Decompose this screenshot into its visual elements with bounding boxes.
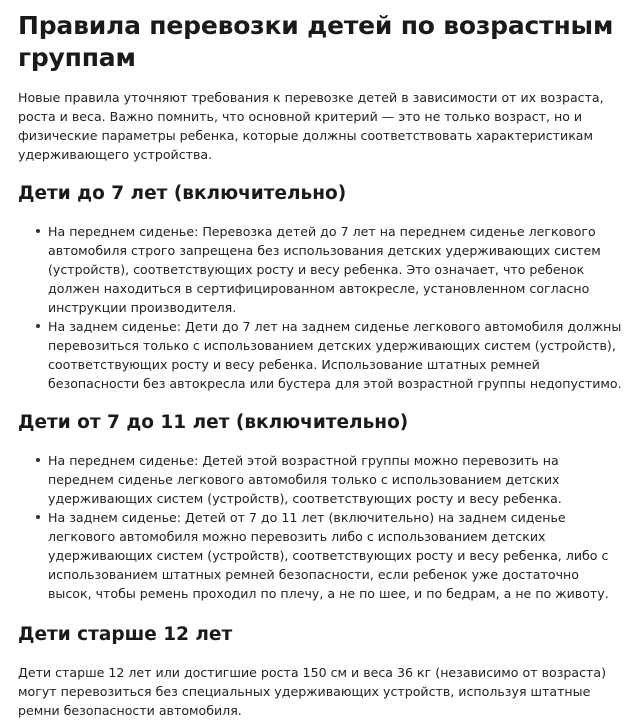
list-item-rear-seat: На заднем сиденье: Детей от 7 до 11 лет (включительно) на заднем сиденье легкового автомобиля можно перевозить либо с использованием детских удерживающих систем (устройств), соответствующих росту и весу ребенка, либо с использованием штатных ремней безопасности, если ребенок уже достаточно высок, чтобы ремень проходил по плечу, а не по шее, и по бедрам, а не по животу. xyxy=(48,508,624,603)
section-heading-under-7: Дети до 7 лет (включительно) xyxy=(18,183,347,204)
article-title: Правила перевозки детей по возрастным группам xyxy=(18,11,614,72)
section-list-under-7 xyxy=(18,222,624,393)
section-heading-7-to-11: Дети от 7 до 11 лет (включительно) xyxy=(18,412,409,433)
list-item-rear-seat: На заднем сиденье: Дети до 7 лет на заднем сиденье легкового автомобиля должны перевозиться только с использованием детских удерживающих систем (устройств), соответствующих росту и весу ребенка. Использование штатных ремней безопасности без автокресла или бустера для этой возрастной группы недопустимо. xyxy=(48,317,624,393)
list-item-front-seat: На переднем сиденье: Детей этой возрастной группы можно перевозить на переднем сиденье легкового автомобиля только с использованием детских удерживающих систем (устройств), соответствующих росту и весу ребенка. xyxy=(48,451,624,508)
intro-paragraph: Новые правила уточняют требования к перевозке детей в зависимости от их возраста, роста и веса. Важно помнить, что основной критерий — это не только возраст, но и физические параметры ребенка, которые должны соответствовать характеристикам удерживающего устройства. xyxy=(18,90,604,162)
section-paragraph-over-12: Дети старше 12 лет или достигшие роста 150 см и веса 36 кг (независимо от возраста) могут перевозиться без специальных удерживающих устройств, используя штатные ремни безопасности автомобиля. xyxy=(18,665,606,718)
section-heading-over-12: Дети старше 12 лет xyxy=(18,624,233,645)
list-item-front-seat: На переднем сиденье: Перевозка детей до 7 лет на переднем сиденье легкового автомобиля строго запрещена без использования детских удерживающих систем (устройств), соответствующих росту и весу ребенка. Это означает, что ребенок должен находиться в сертифицированном автокресле, установленном согласно инструкции производителя. xyxy=(48,222,624,317)
section-list-7-to-11 xyxy=(18,451,624,603)
